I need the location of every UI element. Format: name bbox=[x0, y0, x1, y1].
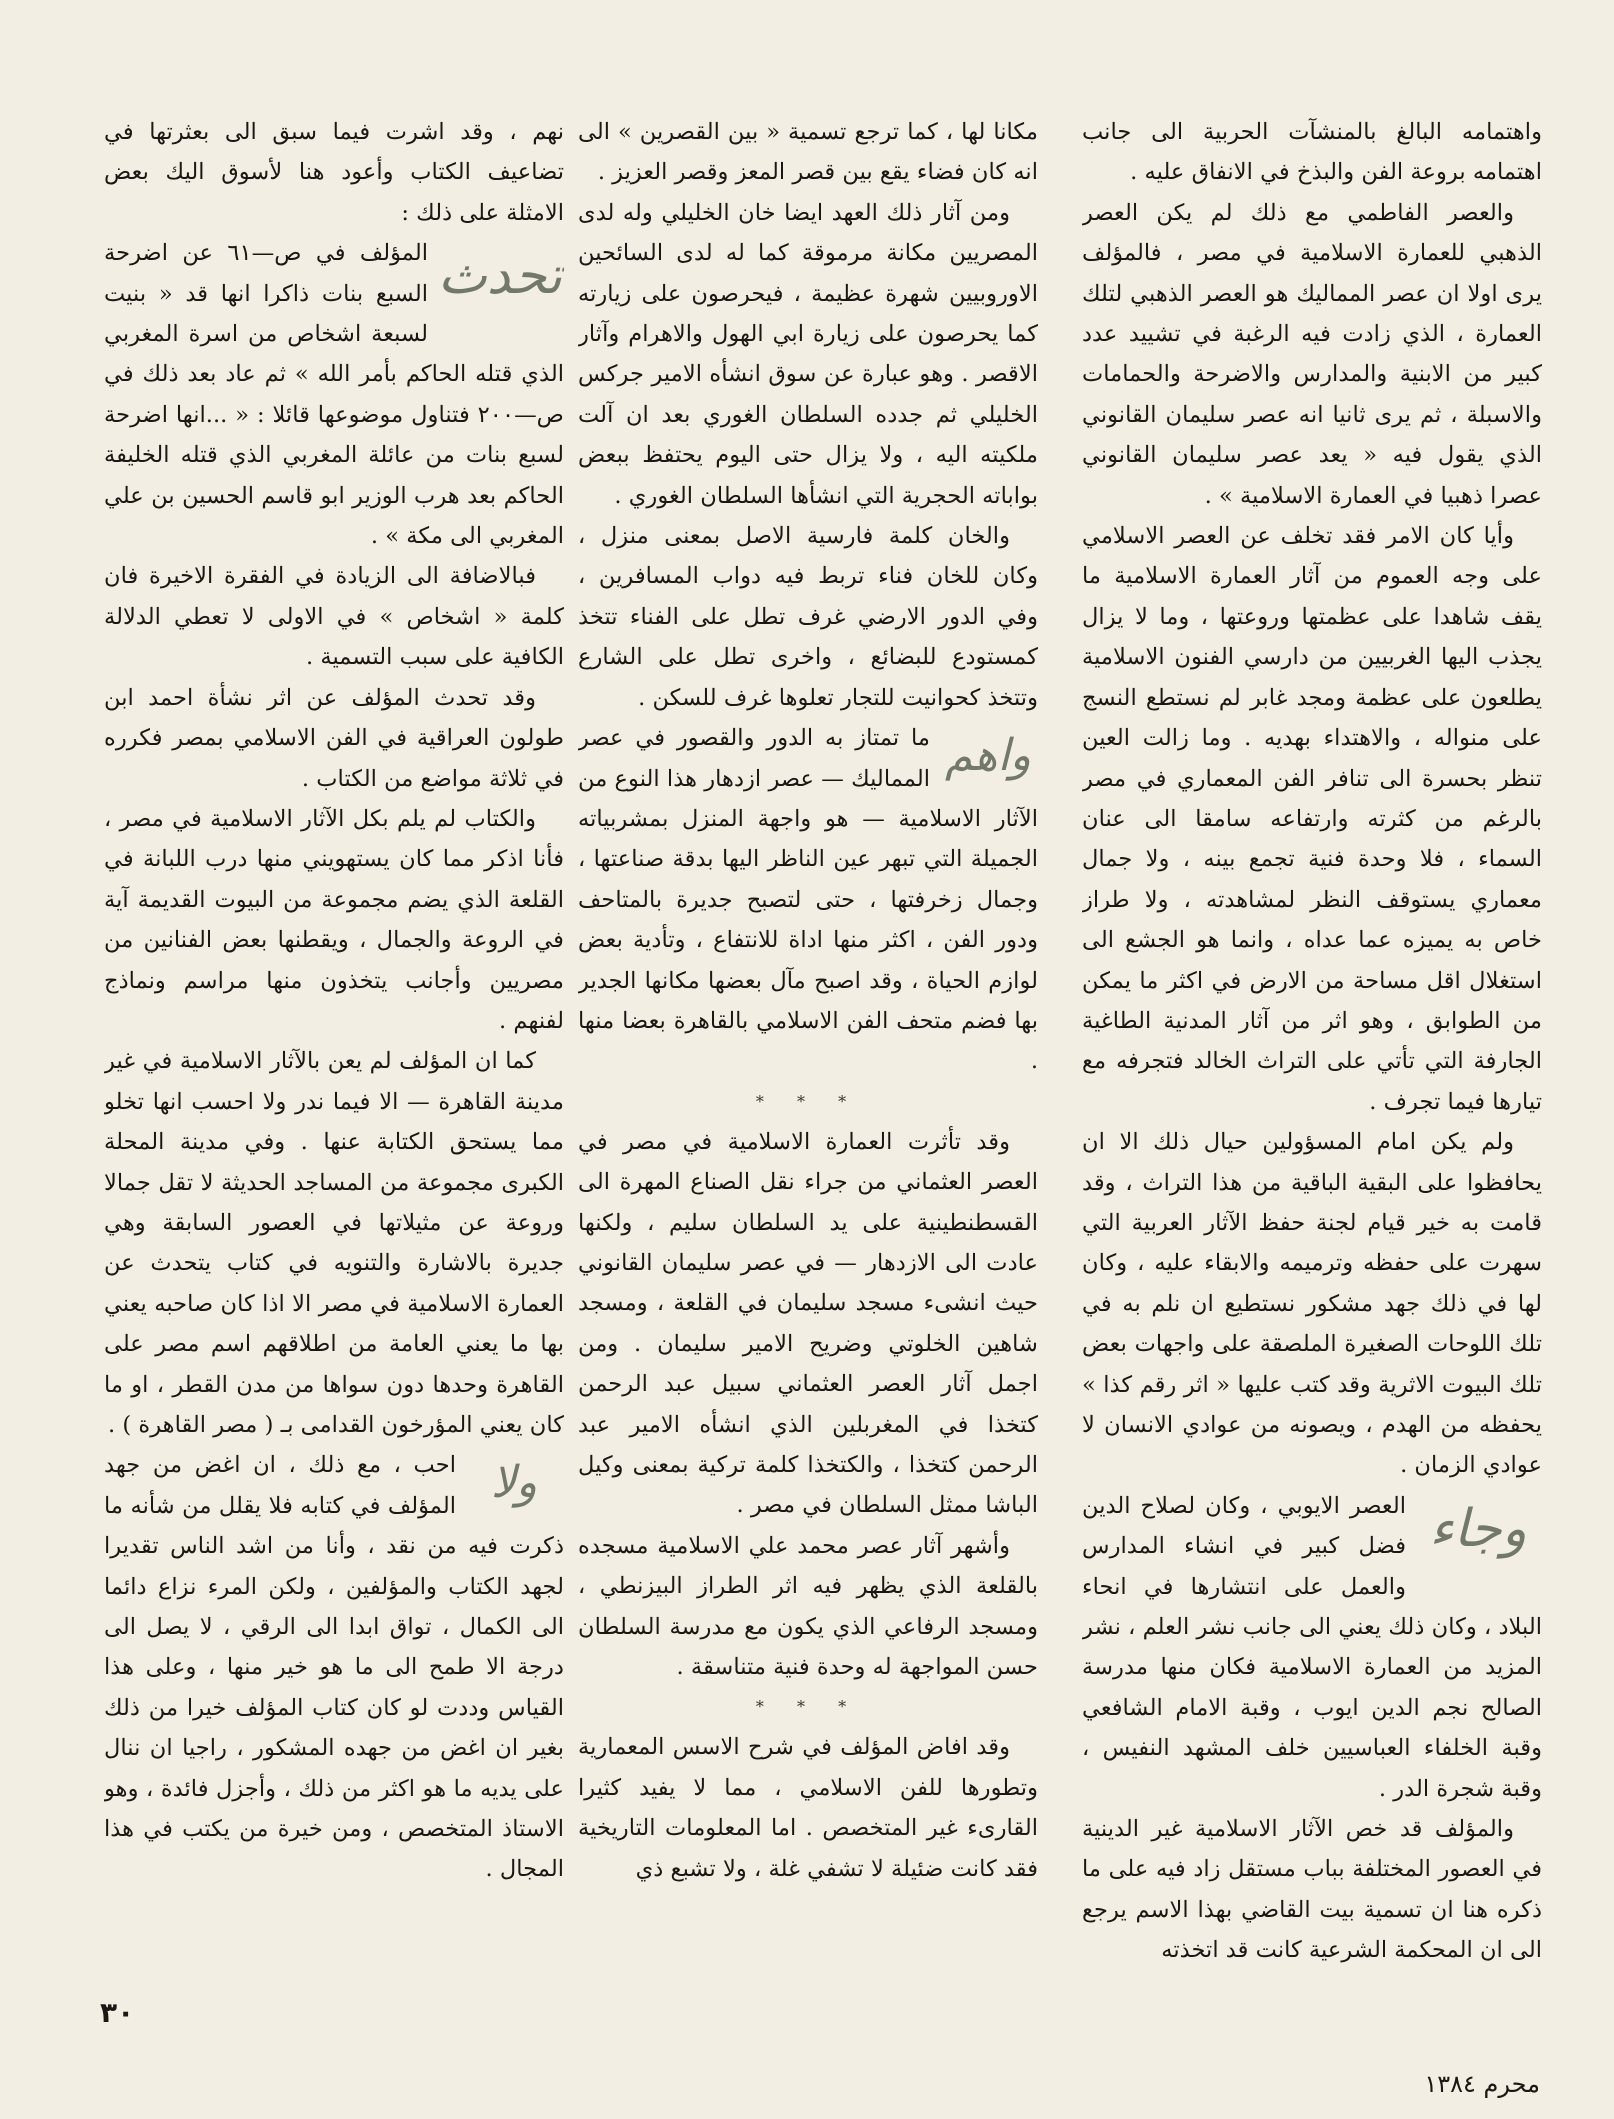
text-column-left bbox=[104, 112, 564, 1972]
paragraph: والعصر الفاطمي مع ذلك لم يكن العصر الذهبي للعمارة الاسلامية في مصر ، فالمؤلف يرى اولا ان عصر المماليك هو العصر الذهبي لتلك العمارة ، الذي زادت فيه الرغبة في تشييد عدد كبير من الابنية والمدارس والاضرحة والحمامات والاسبلة ، ثم يرى ثانيا انه عصر سليمان القانوني الذي يقول فيه « يعد عصر سليمان القانوني عصرا ذهبيا في العمارة الاسلامية » . bbox=[1082, 199, 1542, 509]
decorative-drop-word: واهم bbox=[945, 730, 1031, 782]
decorative-drop-word: ولا bbox=[490, 1457, 538, 1509]
paragraph: احب ، مع ذلك ، ان اغض من جهد المؤلف في كتابه فلا يقلل من شأنه ما ذكرت فيه من نقد ، وأنا من اشد الناس تقديرا لجهد الكتاب والمؤلفين ، ولكن المرء نزاع دائما الى الكمال ، تواق ابدا الى الرقي ، لا يصل الى درجة الا طمح الى ما هو خير منها ، وعلى هذا القياس وددت لو كان كتاب المؤلف خيرا من ذلك بغير ان اغض من جهده المشكور ، راجيا ان ننال على يديه ما هو اكثر من ذلك ، وأجزل فائدة ، وهو الاستاذ المتخصص ، ومن خيرة من يكتب في هذا المجال . bbox=[104, 1452, 564, 1883]
paragraph: مكانا لها ، كما ترجع تسمية « بين القصرين » الى انه كان فضاء يقع بين قصر المعز وقصر العزيز . bbox=[578, 119, 1038, 186]
paragraph: وقد تحدث المؤلف عن اثر نشأة احمد ابن طولون العراقية في الفن الاسلامي بمصر فكرره في ثلاثة مواضع من الكتاب . bbox=[104, 684, 564, 792]
paragraph: المؤلف في ص—٦١ عن اضرحة السبع بنات ذاكرا انها قد « بنيت لسبعة اشخاص من اسرة المغربي الذي قتله الحاكم بأمر الله » ثم عاد بعد ذلك في ص—٢٠٠ فتناول موضوعها قائلا : « ...انها اضرحة لسبع بنات من عائلة المغربي الذي قتله الخليفة الحاكم بعد هرب الوزير ابو قاسم الحسين بن علي المغربي الى مكة » . bbox=[104, 240, 564, 550]
text-column-middle bbox=[578, 112, 1038, 1972]
page-number: ٣٠ bbox=[100, 1996, 135, 2029]
paragraph: كما ان المؤلف لم يعن بالآثار الاسلامية في غير مدينة القاهرة — الا فيما ندر ولا احسب انها تخلو مما يستحق الكتابة عنها . وفي مدينة المحلة الكبرى مجموعة من المساجد الحديثة لا تقل جمالا وروعة عن مثيلاتها في العصور السابقة وهي جديرة بالاشارة والتنويه في كتاب يتحدث عن العمارة الاسلامية في مصر الا اذا كان صاحبه يعني بها ما يعني العامة من اطلاقهم اسم مصر على القاهرة وحدها دون سواها من مدن القطر ، او ما كان يعني المؤرخون القدامى بـ ( مصر القاهرة ) . bbox=[104, 1048, 564, 1438]
paragraph: العصر الايوبي ، وكان لصلاح الدين فضل كبير في انشاء المدارس والعمل على انتشارها في انحاء البلاد ، وكان ذلك يعني الى جانب نشر العلم ، نشر المزيد من العمارة الاسلامية فكان منها مدرسة الصالح نجم الدين ايوب ، وقبة الامام الشافعي وقبة الخلفاء العباسيين خلف المشهد النفيس ، وقبة شجرة الدر . bbox=[1082, 1492, 1542, 1802]
paragraph: ما تمتاز به الدور والقصور في عصر المماليك — عصر ازدهار هذا النوع من الآثار الاسلامية — هو واجهة المنزل بمشربياته الجميلة التي تبهر عين الناظر اليها بدقة صناعتها ، وجمال زخرفتها ، حتى لتصبح جديرة بالمتاحف ودور الفن ، اكثر منها اداة للانتفاع ، وتأدية بعض لوازم الحياة ، وقد اصبح مآل بعضها مكانها الجدير بها فضم متحف الفن الاسلامي بالقاهرة بعضا منها . bbox=[578, 725, 1038, 1075]
paragraph: والكتاب لم يلم بكل الآثار الاسلامية في مصر ، فأنا اذكر مما كان يستهويني منها درب اللبانة في القلعة الذي يضم مجموعة من البيوت القديمة آية في الروعة والجمال ، ويقطنها بعض الفنانين من مصريين وأجانب يتخذون منها مراسم ونماذج لفنهم . bbox=[104, 805, 564, 1034]
paragraph: وأيا كان الامر فقد تخلف عن العصر الاسلامي على وجه العموم من آثار العمارة الاسلامية ما يقف شاهدا على عظمتها وروعتها ، وما لا يزال يجذب اليها الغربيين من دارسي الفنون الاسلامية يطلعون على عظمة ومجد غابر لم نستطع النسج على منواله ، والاهتداء بهديه . وما زالت العين تنظر بحسرة الى تنافر الفن المعماري في مصر بالرغم من كثرته وارتفاعه سامقا الى عنان السماء ، فلا وحدة فنية تجمع بينه ، ولا جمال معماري يستوقف النظر لمشاهدته ، ولا طراز خاص به يميزه عما عداه ، وانما هو الجشع الى استغلال اقل مساحة من الارض في اكثر ما يمكن من الطوابق ، وهو اثر من آثار المدنية الطاغية الجارفة التي تأتي على التراث الخالد فتجرفه مع تيارها فيما تجرف . bbox=[1082, 523, 1542, 1115]
paragraph: فبالاضافة الى الزيادة في الفقرة الاخيرة فان كلمة « اشخاص » في الاولى لا تعطي الدلالة الكافية على سبب التسمية . bbox=[104, 563, 564, 671]
text-column-right bbox=[1082, 112, 1542, 1972]
section-divider: * * * bbox=[755, 1091, 861, 1111]
paragraph: وأشهر آثار عصر محمد علي الاسلامية مسجده بالقلعة الذي يظهر فيه اثر الطراز البيزنطي ، ومسجد الرفاعي الذي يكون مع مدرسة السلطان حسن المواجهة له وحدة فنية متناسقة . bbox=[578, 1532, 1038, 1681]
issue-date: محرم ١٣٨٤ bbox=[1424, 2070, 1540, 2098]
paragraph: والخان كلمة فارسية الاصل بمعنى منزل ، وكان للخان فناء تربط فيه دواب المسافرين ، وفي الدور الارضي غرف تطل على الفناء تتخذ كمستودع للبضائع ، واخرى تطل على الشارع وتتخذ كحوانيت للتجار تعلوها غرف للسكن . bbox=[578, 523, 1038, 711]
paragraph: وقد افاض المؤلف في شرح الاسس المعمارية وتطورها للفن الاسلامي ، مما لا يفيد كثيرا القارىء غير المتخصص . اما المعلومات التاريخية فقد كانت ضئيلة لا تشفي غلة ، ولا تشبع ذي bbox=[578, 1734, 1038, 1882]
paragraph: واهتمامه البالغ بالمنشآت الحربية الى جانب اهتمامه بروعة الفن والبذخ في الانفاق عليه . bbox=[1082, 119, 1542, 186]
paragraph: نهم ، وقد اشرت فيما سبق الى بعثرتها في تضاعيف الكتاب وأعود هنا لأسوق اليك بعض الامثلة على ذلك : bbox=[104, 119, 564, 226]
paragraph: ومن آثار ذلك العهد ايضا خان الخليلي وله لدى المصريين مكانة مرموقة كما له لدى السائحين الاوروبيين شهرة عظيمة ، فيحرصون على زيارته كما يحرصون على زيارة ابي الهول والاهرام وآثار الاقصر . وهو عبارة عن سوق انشأه الامير جركس الخليلي ثم جدده السلطان الغوري بعد ان آلت ملكيته اليه ، ولا يزال حتى اليوم يحتفظ ببعض بواباته الحجرية التي انشأها السلطان الغوري . bbox=[578, 199, 1038, 509]
decorative-drop-word: تحدث bbox=[437, 246, 563, 307]
paragraph: والمؤلف قد خص الآثار الاسلامية غير الدينية في العصور المختلفة بباب مستقل زاد فيه على ما ذكره هنا ان تسمية بيت القاضي بهذا الاسم يرجع الى ان المحكمة الشرعية كانت قد اتخذته bbox=[1082, 1816, 1542, 1964]
paragraph: وقد تأثرت العمارة الاسلامية في مصر في العصر العثماني من جراء نقل الصناع المهرة الى القسطنطينية على يد السلطان سليم ، ولكنها عادت الى الازدهار — في عصر سليمان القانوني حيث انشىء مسجد سليمان في القلعة ، ومسجد شاهين الخلوتي وضريح الامير سليمان . ومن اجمل آثار العصر العثماني سبيل عبد الرحمن كتخذا في المغربلين الذي انشأه الامير عبد الرحمن كتخذا ، والكتخذا كلمة تركية بمعنى وكيل الباشا ممثل السلطان في مصر . bbox=[578, 1128, 1038, 1519]
section-divider: * * * bbox=[755, 1697, 861, 1717]
decorative-drop-word: وجاء bbox=[1429, 1498, 1527, 1559]
paragraph: ولم يكن امام المسؤولين حيال ذلك الا ان يحافظوا على البقية الباقية من هذا التراث ، وقد قامت به خير قيام لجنة حفظ الآثار العربية التي سهرت على حفظه وترميمه والابقاء عليه ، وكان لها في ذلك جهد مشكور نستطيع ان نلم به في تلك اللوحات الصغيرة الملصقة على واجهات بعض تلك البيوت الاثرية وقد كتب عليها « اثر رقم كذا » يحفظه من الهدم ، ويصونه من عوادي الانسان لا عوادي الزمان . bbox=[1082, 1129, 1542, 1479]
